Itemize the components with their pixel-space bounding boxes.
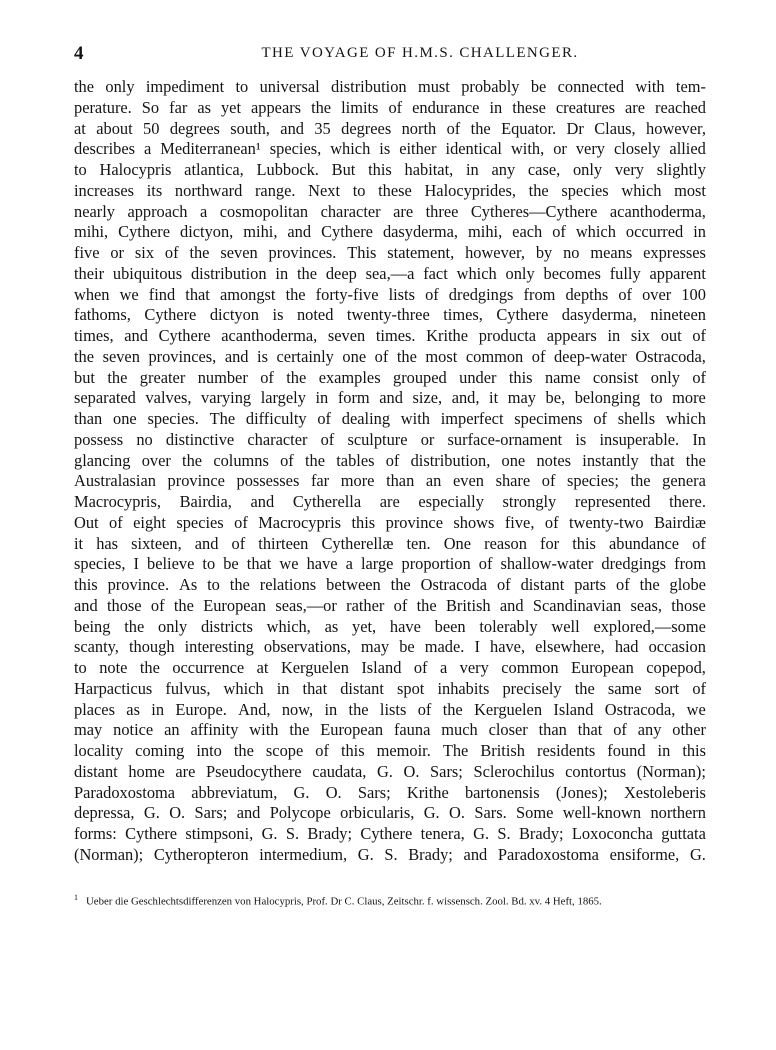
- text-line: this province. As to the relations between the Ostracoda of distant parts of the globe: [74, 575, 706, 594]
- text-line: possess no distinctive character of sculpture or surface-ornament is insuperable. In: [74, 429, 706, 449]
- running-head-title: THE VOYAGE OF H.M.S. CHALLENGER.: [261, 45, 579, 61]
- text-line: places as in Europe. And, now, in the lists of the Kerguelen Island Ostracoda, we: [74, 699, 706, 719]
- text-line: Paradoxostoma abbreviatum, G. O. Sars; Krithe bartonensis (Jones); Xestoleberis: [74, 782, 706, 802]
- text-line: at about 50 degrees south, and 35 degrees north of the Equator. Dr Claus, however,: [74, 118, 706, 138]
- text-line: (Norman); Cytheropteron intermedium, G. S. Brady; and Paradoxostoma ensiforme, G.: [74, 844, 706, 864]
- body-text: [74, 77, 706, 866]
- text-line: perature. So far as yet appears the limits of endurance in these creatures are reached: [74, 97, 706, 117]
- text-line: forms: Cythere stimpsoni, G. S. Brady; Cythere tenera, G. S. Brady; Loxoconcha guttata: [74, 824, 706, 843]
- footnote-marker: 1: [74, 893, 78, 902]
- text-line: separated valves, varying largely in form and size, and, it may be, belonging to more: [74, 388, 706, 408]
- text-line: fathoms, Cythere dictyon is noted twenty-three times, Cythere dasyderma, nineteen: [74, 305, 706, 325]
- text-line: times, and Cythere acanthoderma, seven times. Krithe producta appears in six out of: [74, 326, 706, 345]
- page-number: 4: [74, 43, 84, 64]
- text-line: Macrocypris, Bairdia, and Cytherella are especially strongly represented there.: [74, 492, 706, 511]
- text-line: describes a Mediterranean¹ species, which is either identical with, or very closely allied: [74, 139, 706, 159]
- text-line: may notice an affinity with the European fauna much closer than that of any other: [74, 720, 706, 740]
- text-line: being the only districts which, as yet, have been tolerably well explored,—some: [74, 616, 706, 636]
- text-line: to note the occurrence at Kerguelen Island of a very common European copepod,: [74, 658, 706, 677]
- text-line: Out of eight species of Macrocypris this province shows five, of twenty-two Bairdiæ: [74, 512, 706, 532]
- text-line: but the greater number of the examples grouped under this name consist only of: [74, 367, 706, 387]
- footnote: [74, 893, 714, 908]
- text-line: glancing over the columns of the tables of distribution, one notes instantly that the: [74, 450, 706, 470]
- text-line: when we find that amongst the forty-five lists of dredgings from depths of over 100: [74, 284, 706, 304]
- text-line: to Halocypris atlantica, Lubbock. But this habitat, in any case, only very slightly: [74, 160, 706, 179]
- text-line: Harpacticus fulvus, which in that distant spot inhabits precisely the same sort of: [74, 678, 706, 698]
- text-line: Australasian province possesses far more than an even share of species; the genera: [74, 471, 706, 491]
- text-line: locality coming into the scope of this memoir. The British residents found in this: [74, 741, 706, 760]
- text-line: their ubiquitous distribution in the deep sea,—a fact which only becomes fully apparent: [74, 263, 706, 283]
- text-line: increases its northward range. Next to these Halocyprides, the species which most: [74, 180, 706, 200]
- text-line: species, I believe to be that we have a large proportion of shallow-water dredgings from: [74, 554, 706, 574]
- text-line: scanty, though interesting observations, may be made. I have, elsewhere, had occasion: [74, 637, 706, 657]
- text-line: it has sixteen, and of thirteen Cytherellæ ten. One reason for this abundance of: [74, 533, 706, 553]
- text-line: the seven provinces, and is certainly one of the most common of deep-water Ostracoda,: [74, 346, 706, 366]
- text-line: than one species. The difficulty of dealing with imperfect specimens of shells which: [74, 409, 706, 428]
- text-line: mihi, Cythere dictyon, mihi, and Cythere dasyderma, mihi, each of which occurred in: [74, 222, 706, 242]
- text-line: and those of the European seas,—or rather of the British and Scandinavian seas, those: [74, 595, 706, 615]
- text-line: five or six of the seven provinces. This statement, however, by no means expresses: [74, 243, 706, 262]
- text-line: nearly approach a cosmopolitan character are three Cytheres—Cythere acanthoderma,: [74, 201, 706, 221]
- text-line: distant home are Pseudocythere caudata, G. O. Sars; Sclerochilus contortus (Norman);: [74, 761, 706, 781]
- text-line: depressa, G. O. Sars; and Polycope orbicularis, G. O. Sars. Some well-known northern: [74, 803, 706, 823]
- footnote-text: Ueber die Geschlechtsdifferenzen von Halocypris, Prof. Dr C. Claus, Zeitschr. f. wissensch. Zool. Bd. xv. 4 Heft, 1865.: [86, 895, 602, 908]
- text-line: the only impediment to universal distribution must probably be connected with tem-: [74, 77, 706, 96]
